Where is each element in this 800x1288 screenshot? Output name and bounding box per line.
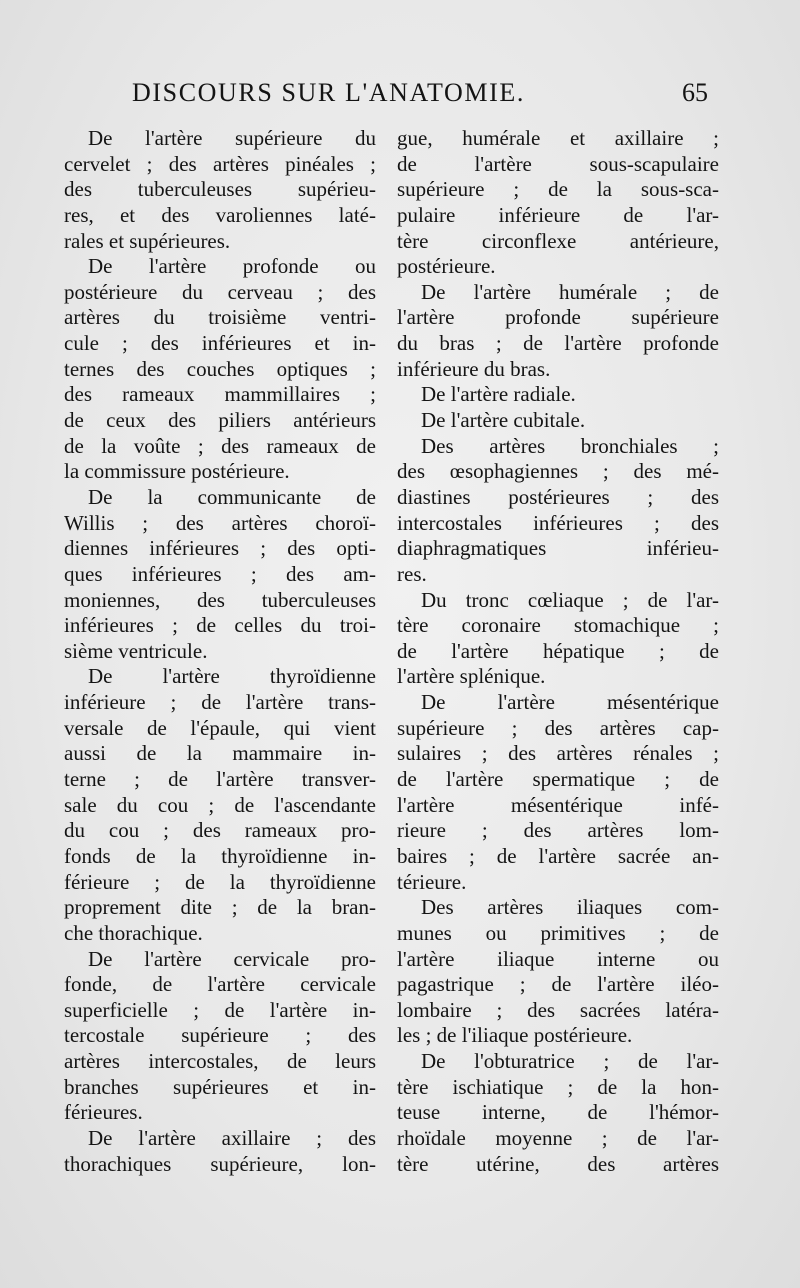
left-column (64, 126, 376, 1177)
text-line: fonde, de l'artère cervicale (64, 972, 376, 997)
text-line: férieure ; de la thyroïdienne (64, 869, 376, 894)
text-line: proprement dite ; de la bran- (64, 895, 376, 920)
text-line: De l'obturatrice ; de l'ar- (421, 1049, 719, 1074)
text-line: che thorachique. (64, 920, 203, 945)
text-line: artères du troisième ventri- (64, 305, 376, 330)
text-line: artères intercostales, de leurs (64, 1049, 376, 1074)
text-line: de la voûte ; des rameaux de (64, 433, 376, 458)
text-line: De l'artère supérieure du (88, 126, 376, 150)
right-column (397, 126, 719, 1177)
running-title: DISCOURS SUR L'ANATOMIE. (132, 78, 525, 107)
text-line: De l'artère cervicale pro- (88, 946, 376, 971)
text-line: tère utérine, des artères (397, 1151, 719, 1176)
text-line: Du tronc cœliaque ; de l'ar- (421, 587, 719, 612)
text-line: de l'artère spermatique ; de (397, 767, 719, 792)
text-line: inférieures ; de celles du troi- (64, 613, 376, 638)
text-line: rieure ; des artères lom- (397, 818, 719, 843)
text-line: diaphragmatiques inférieu- (397, 536, 719, 561)
text-line: du cou ; des rameaux pro- (64, 818, 376, 843)
text-line: les ; de l'iliaque postérieure. (397, 1023, 633, 1048)
text-line: cervelet ; des artères pinéales ; (64, 151, 376, 176)
page-header (132, 78, 708, 114)
text-line: branches supérieures et in- (64, 1074, 376, 1099)
text-line: baires ; de l'artère sacrée an- (397, 843, 719, 868)
page-number: 65 (682, 78, 708, 107)
text-line: des tuberculeuses supérieu- (64, 177, 376, 202)
text-line: l'artère profonde supérieure (397, 305, 719, 330)
text-line: res, et des varoliennes laté- (64, 202, 376, 227)
text-line: De l'artère thyroïdienne (88, 664, 376, 689)
text-line: De l'artère radiale. (421, 382, 576, 407)
text-line: tère coronaire stomachique ; (397, 613, 719, 638)
text-line: tère ischiatique ; de la hon- (397, 1074, 719, 1099)
text-line: tère circonflexe antérieure, (397, 228, 719, 253)
text-line: cule ; des inférieures et in- (64, 331, 376, 356)
text-line: des rameaux mammillaires ; (64, 382, 376, 407)
text-line: teuse interne, de l'hémor- (397, 1100, 719, 1125)
text-line: ternes des couches optiques ; (64, 356, 376, 381)
text-line: inférieure ; de l'artère trans- (64, 690, 376, 715)
text-line: pulaire inférieure de l'ar- (397, 202, 719, 227)
text-line: Des artères bronchiales ; (421, 433, 719, 458)
text-line: postérieure. (397, 254, 496, 279)
text-line: diastines postérieures ; des (397, 484, 719, 509)
text-line: sième ventricule. (64, 638, 208, 663)
text-line: pagastrique ; de l'artère iléo- (397, 972, 719, 997)
text-line: thorachiques supérieure, lon- (64, 1151, 376, 1176)
text-line: sale du cou ; de l'ascendante (64, 792, 376, 817)
text-line: de ceux des piliers antérieurs (64, 408, 376, 433)
text-line: res. (397, 561, 427, 586)
text-line: la commissure postérieure. (64, 459, 290, 484)
text-line: De l'artère mésentérique (421, 690, 719, 715)
text-line: tercostale supérieure ; des (64, 1023, 376, 1048)
text-line: munes ou primitives ; de (397, 920, 719, 945)
text-line: inférieure du bras. (397, 356, 551, 381)
text-line: rales et supérieures. (64, 228, 231, 253)
text-line: De l'artère humérale ; de (421, 279, 719, 304)
text-line: supérieure ; de la sous-sca- (397, 177, 719, 202)
text-line: l'artère splénique. (397, 664, 546, 689)
text-line: térieure. (397, 869, 467, 894)
text-line: du bras ; de l'artère profonde (397, 331, 719, 356)
text-line: des œsophagiennes ; des mé- (397, 459, 719, 484)
text-line: moniennes, des tuberculeuses (64, 587, 376, 612)
text-line: intercostales inférieures ; des (397, 510, 719, 535)
text-line: aussi de la mammaire in- (64, 741, 376, 766)
text-line: superficielle ; de l'artère in- (64, 997, 376, 1022)
text-line: gue, humérale et axillaire ; (397, 126, 719, 150)
text-line: Des artères iliaques com- (421, 895, 719, 920)
text-line: l'artère iliaque interne ou (397, 946, 719, 971)
text-line: supérieure ; des artères cap- (397, 715, 719, 740)
text-line: versale de l'épaule, qui vient (64, 715, 376, 740)
text-line: fonds de la thyroïdienne in- (64, 843, 376, 868)
text-line: de l'artère hépatique ; de (397, 638, 719, 663)
text-line: lombaire ; des sacrées latéra- (397, 997, 719, 1022)
text-line: sulaires ; des artères rénales ; (397, 741, 719, 766)
text-line: De l'artère profonde ou (88, 254, 376, 279)
text-line: postérieure du cerveau ; des (64, 279, 376, 304)
text-line: terne ; de l'artère transver- (64, 767, 376, 792)
text-line: De l'artère cubitale. (421, 408, 586, 433)
text-line: De la communicante de (88, 484, 376, 509)
text-line: De l'artère axillaire ; des (88, 1125, 376, 1150)
text-line: Willis ; des artères choroï- (64, 510, 376, 535)
text-line: ques inférieures ; des am- (64, 561, 376, 586)
text-line: rhoïdale moyenne ; de l'ar- (397, 1125, 719, 1150)
text-line: diennes inférieures ; des opti- (64, 536, 376, 561)
text-line: de l'artère sous-scapulaire (397, 151, 719, 176)
text-line: férieures. (64, 1100, 143, 1125)
text-line: l'artère mésentérique infé- (397, 792, 719, 817)
